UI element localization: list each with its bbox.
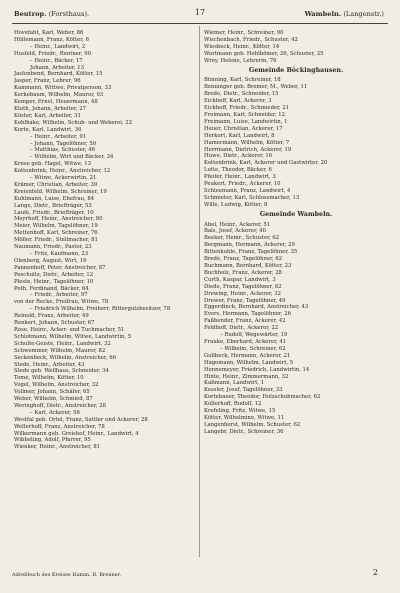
directory-entry: Möller, Friedr., Stellmacher, 81 [14, 237, 98, 244]
directory-entry: – Heinr., Bäcker, 17 [30, 57, 83, 64]
directory-entry: Wrey, Helene, Lehrerin, 76 [204, 57, 277, 64]
directory-entry: Drewing, Heinr., Ackerer, 32 [204, 290, 282, 297]
directory-entry: Hamermann, Wilhelm, Kötter, 7 [204, 139, 290, 146]
directory-entry: Wiesbeck, Heinr., Kötter, 14 [204, 43, 280, 50]
left-heading-subtitle: (Forsthaus). [48, 10, 90, 18]
directory-entry: Weber, Wilhelm, Schmied, 87 [14, 396, 93, 403]
directory-entry: Schwemmer, Wilhelm, Maurer, 82 [14, 347, 106, 354]
directory-entry: Eickhoff, Karl, Ackerer, 3 [204, 98, 272, 105]
directory-entry: – Johann, Tagelöhner, 50 [30, 140, 97, 147]
directory-entry: Herrmann, Dietrich, Ackerer, 19 [204, 146, 292, 153]
directory-entry: Hüllemann, Franz, Kötter, 6 [14, 36, 89, 43]
directory-entry: Peukert, Friedr., Ackerer, 10 [204, 181, 281, 188]
header-rule [12, 23, 388, 24]
directory-entry: Krämer, Christian, Arbeiter, 39 [14, 181, 98, 188]
directory-entry: Curth, Kaspar, Landwirt, 3 [204, 276, 276, 283]
directory-entry: Beeker, Heinr., Schuster, 62 [204, 235, 280, 242]
directory-entry: Herkort, Karl, Landwirt, 8 [204, 132, 275, 139]
directory-entry: Jasfenbend, Bernhard, Kötter, 15 [14, 71, 103, 78]
directory-entry: Kortebauer, Theodor, Holzschuhmacher, 62 [204, 394, 321, 401]
directory-entry: Johann, Arbeiter, 13 [30, 64, 84, 71]
directory-entry: Faßbender, Franz, Ackerer, 42 [204, 318, 286, 325]
directory-entry: Westfal geb. Ortel, Franz, Sattler und Ackerer, 28 [14, 416, 148, 423]
directory-entry: Meyrhoff, Heinr., Anstreicher, 80 [14, 216, 103, 223]
directory-entry: Kuhlmann, Luise, Ehefrau, 84 [14, 195, 95, 202]
directory-entry: Abel, Heinr., Ackerer, 51 [204, 221, 271, 228]
directory-entry: Naumann, Friedr., Pastor, 23 [14, 244, 92, 251]
directory-entry: – Witwe, Ackerwirtin, 21 [30, 175, 97, 182]
directory-entry: Kreienfeld, Wilhelm, Schreiner, 19 [14, 188, 107, 195]
right-column [204, 30, 388, 436]
directory-entry: Vollmer, Johann, Schäfer, 65 [14, 389, 90, 396]
directory-entry: Kottenbrink, Heinr., Anstreicher, 12 [14, 168, 111, 175]
page-number: 17 [194, 8, 206, 17]
directory-entry: Weringhoff, Dietr., Anstreicher, 28 [14, 402, 106, 409]
printer-imprint: Adreßbuch des Kreises Hamm. D. Brenner. [12, 572, 122, 578]
directory-entry: Kohlhake, Wilhelm, Schuh- und Weberei, 22 [14, 119, 133, 126]
directory-entry: – Heinr., Landwirt, 2 [30, 43, 86, 50]
directory-entry: Wiemer, Heinr., Schreiner, 90 [204, 30, 284, 36]
directory-entry: Feldhoff, Dietr., Ackerer, 22 [204, 325, 279, 332]
directory-entry: Bals, Josef, Ackerer, 40 [204, 228, 266, 235]
directory-entry: Hennemeyer, Friedrich, Landwirtin, 14 [204, 366, 310, 373]
directory-entry: Evers, Hermann, Tagelöhner, 26 [204, 311, 291, 318]
directory-entry: Kruse geb. Hagel, Witwe, 13 [14, 161, 92, 168]
directory-entry: Poth, Ferdinand, Bäcker, 64 [14, 285, 89, 292]
directory-entry: von der Recke, Freifrau, Witwe, 78 [14, 299, 109, 306]
directory-entry: Kötter, Wilhelmine, Witwe, 11 [204, 414, 285, 421]
directory-entry: Heuer, Christian, Ackerer, 17 [204, 125, 283, 132]
directory-entry: Wortmann geb. Hohlbömer, 26, Schuster, 25 [204, 50, 324, 57]
section-heading: Gemeinde Wambeln. [259, 210, 333, 218]
directory-entry: – Fritz, Kaufmann, 23 [30, 251, 89, 257]
directory-entry: Schlotmann, Wilhelm, Witwe, Landwirtin, 5 [14, 333, 132, 340]
left-heading-title: Beutrop. [14, 10, 47, 18]
directory-entry: Husfeld, Friedr., Rentner, 90 [14, 50, 91, 57]
directory-entry: Wellerhoff, Franz, Anstreicher, 78 [14, 423, 105, 430]
directory-entry: Kammann, Wittwe, Privatperson, 33 [14, 85, 112, 92]
directory-entry: Bünning, Karl, Schreiner, 18 [204, 77, 281, 84]
directory-entry: Reinold, Franz, Arbeiter, 49 [14, 313, 89, 320]
directory-entry: Drewer, Franz, Tagelöhner, 49 [204, 297, 286, 304]
directory-entry: Lange, Dietr., Briefträger, 53 [14, 202, 92, 209]
page-header [12, 8, 388, 22]
column-divider [199, 26, 200, 557]
directory-entry: Wischenbach, Friedr., Schuster, 42 [204, 36, 298, 43]
directory-entry: Buchholz, Franz, Ackerer, 28 [204, 269, 282, 276]
directory-entry: Pleste, Heinr., Tagelöhner, 10 [14, 278, 94, 285]
directory-entry: Bergmann, Hermann, Ackerer, 29 [204, 242, 295, 249]
directory-entry: Stede geb. Wellhaus, Schneider, 34 [14, 368, 109, 375]
directory-entry: Kullerhoff, Rudolf, 12 [204, 401, 262, 408]
directory-entry: Freimann, Luise, Landwirtin, 1 [204, 118, 288, 125]
directory-entry: Korte, Karl, Landwirt, 36 [14, 126, 82, 133]
directory-entry: Gollbeck, Hermann, Ackerer, 21 [204, 352, 291, 359]
directory-entry: Laufe, Friedr., Briefträger, 10 [14, 209, 94, 216]
directory-entry: Schmieter, Karl, Schlossmacher, 13 [204, 194, 300, 201]
directory-entry: Kluth, Johann, Arbeiter, 27 [14, 105, 86, 112]
directory-entry: Langebr, Dietr., Schreiner, 36 [204, 428, 284, 435]
directory-entry: Stede, Heinr., Arbeiter, 43 [14, 361, 85, 368]
directory-entry: Lutte, Theodor, Bäcker, 6 [204, 167, 272, 174]
directory-entry: Kerkebaum, Wilhelm, Maurer, 93 [14, 92, 104, 99]
directory-entry: Vogel, Wilhelm, Anstreicher, 32 [14, 382, 99, 389]
directory-entry: Wilkermann geb. Greishof, Heinr., Landwirt, 4 [14, 430, 139, 437]
directory-entry: Brede, Franz, Tagelöhner, 62 [204, 256, 283, 263]
directory-entry: Seckenbeck, Wilhelm, Anstreicher, 66 [14, 354, 116, 361]
directory-entry: Eickhoff, Friedr., Schmieder, 21 [204, 105, 290, 112]
directory-entry: Olenberg, August, Wirt, 16 [14, 257, 87, 264]
directory-entry: Wienker, Heinr., Anstreicher, 81 [14, 444, 101, 451]
directory-entry: Benninger geb. Bremer, M., Weber, 11 [204, 84, 308, 91]
directory-entry: Poschultz, Dietr., Arbeiter, 12 [14, 271, 94, 278]
directory-entry: Bittenkuhle, Franz, Tagelöhner, 35 [204, 249, 298, 256]
directory-entry: Tomé, Wilhelm, Kötter, 10 [14, 375, 84, 382]
directory-entry: Pfeifer, Heinr., Landwirt, 3 [204, 174, 276, 181]
directory-entry: Wibbeling, Adolf, Pfarrer, 95 [14, 437, 91, 444]
directory-entry: Rose, Heinr., Acker- und Tuchmacher, 51 [14, 326, 125, 333]
directory-entry: Krefeling, Fritz, Witwe, 15 [204, 408, 276, 415]
directory-entry: Jasper, Franz, Lehrer, 96 [14, 78, 81, 85]
directory-entry: Schleemann, Franz, Landwirt, 4 [204, 187, 291, 194]
directory-entry: Buchmann, Bernhard, Kötter, 23 [204, 263, 292, 269]
directory-entry: Wille, Ludwig, Kötter, 8 [204, 201, 268, 208]
directory-entry: – Rudolf, Wegewärter, 19 [220, 332, 288, 339]
directory-entry: Mettenhoff, Karl, Schreiner, 76 [14, 230, 98, 237]
directory-entry: Kemper, Ernst, Heuermann, 48 [14, 99, 98, 106]
right-heading-title: Wambeln. [304, 10, 342, 18]
directory-entry: Huwe, Dietr., Ackerer, 16 [204, 153, 273, 160]
right-heading-subtitle: (Langenstr.) [343, 10, 384, 18]
section-heading: Gemeinde Böckinghausen. [248, 66, 344, 74]
directory-entry: – Karl, Ackerer, 56 [30, 409, 80, 416]
left-column [14, 30, 196, 451]
right-heading [305, 10, 384, 18]
directory-entry: Pannenhoff, Peter, Anstreicher, 87 [14, 264, 106, 271]
directory-entry: Schulte-Geiste, Heinr., Landwirt, 32 [14, 340, 111, 347]
directory-entry: Langenhorst, Wilhelm, Schuster, 62 [204, 421, 301, 428]
directory-entry: Hovefaht, Karl, Weber, 86 [14, 30, 84, 36]
directory-entry: Hagemann, Wilhelm, Landwirt, 5 [204, 359, 294, 366]
directory-entry: Meier, Wilhelm, Tagelöhner, 19 [14, 223, 98, 230]
directory-entry: Hinte, Heinr., Zimmermann, 32 [204, 373, 289, 380]
directory-entry: Eggerdinck, Bernhard, Anstreicher, 43 [204, 304, 309, 311]
directory-entry: – Matthias, Schuster, 46 [30, 147, 95, 154]
directory-entry: – Wilhelm, Schreiner, 62 [220, 345, 286, 352]
directory-entry: Kaßmann, Landwirt, 1 [204, 380, 265, 387]
directory-entry: Diede, Franz, Tagelöhner, 62 [204, 283, 282, 290]
directory-entry: Frauke, Eberhard, Ackerer, 41 [204, 338, 287, 345]
directory-entry: Freimann, Karl, Schneider, 12 [204, 111, 285, 118]
directory-entry: Renkert, Johann, Schuster, 67 [14, 320, 95, 327]
directory-entry: Köster, Karl, Arbeiter, 31 [14, 112, 81, 119]
directory-entry: Kottenbrink, Karl, Ackerer und Gastwirter, 20 [204, 160, 328, 167]
footer-page-mark: 2 [372, 568, 378, 577]
directory-entry: Kessler, Josef, Tagelöhner, 33 [204, 387, 283, 394]
directory-entry: – Friedr., Arbeiter, 97 [30, 292, 88, 299]
directory-entry: Brede, Dietr., Schneider, 15 [204, 91, 279, 98]
directory-entry: – Friedrich Wilhelm, Freiherr, Rittergutsbesitzer, 78 [30, 306, 171, 313]
directory-entry: – Wilhelm, Wirt und Bäcker, 34 [30, 154, 114, 161]
directory-entry: – Heinr., Arbeiter, 91 [30, 133, 87, 140]
